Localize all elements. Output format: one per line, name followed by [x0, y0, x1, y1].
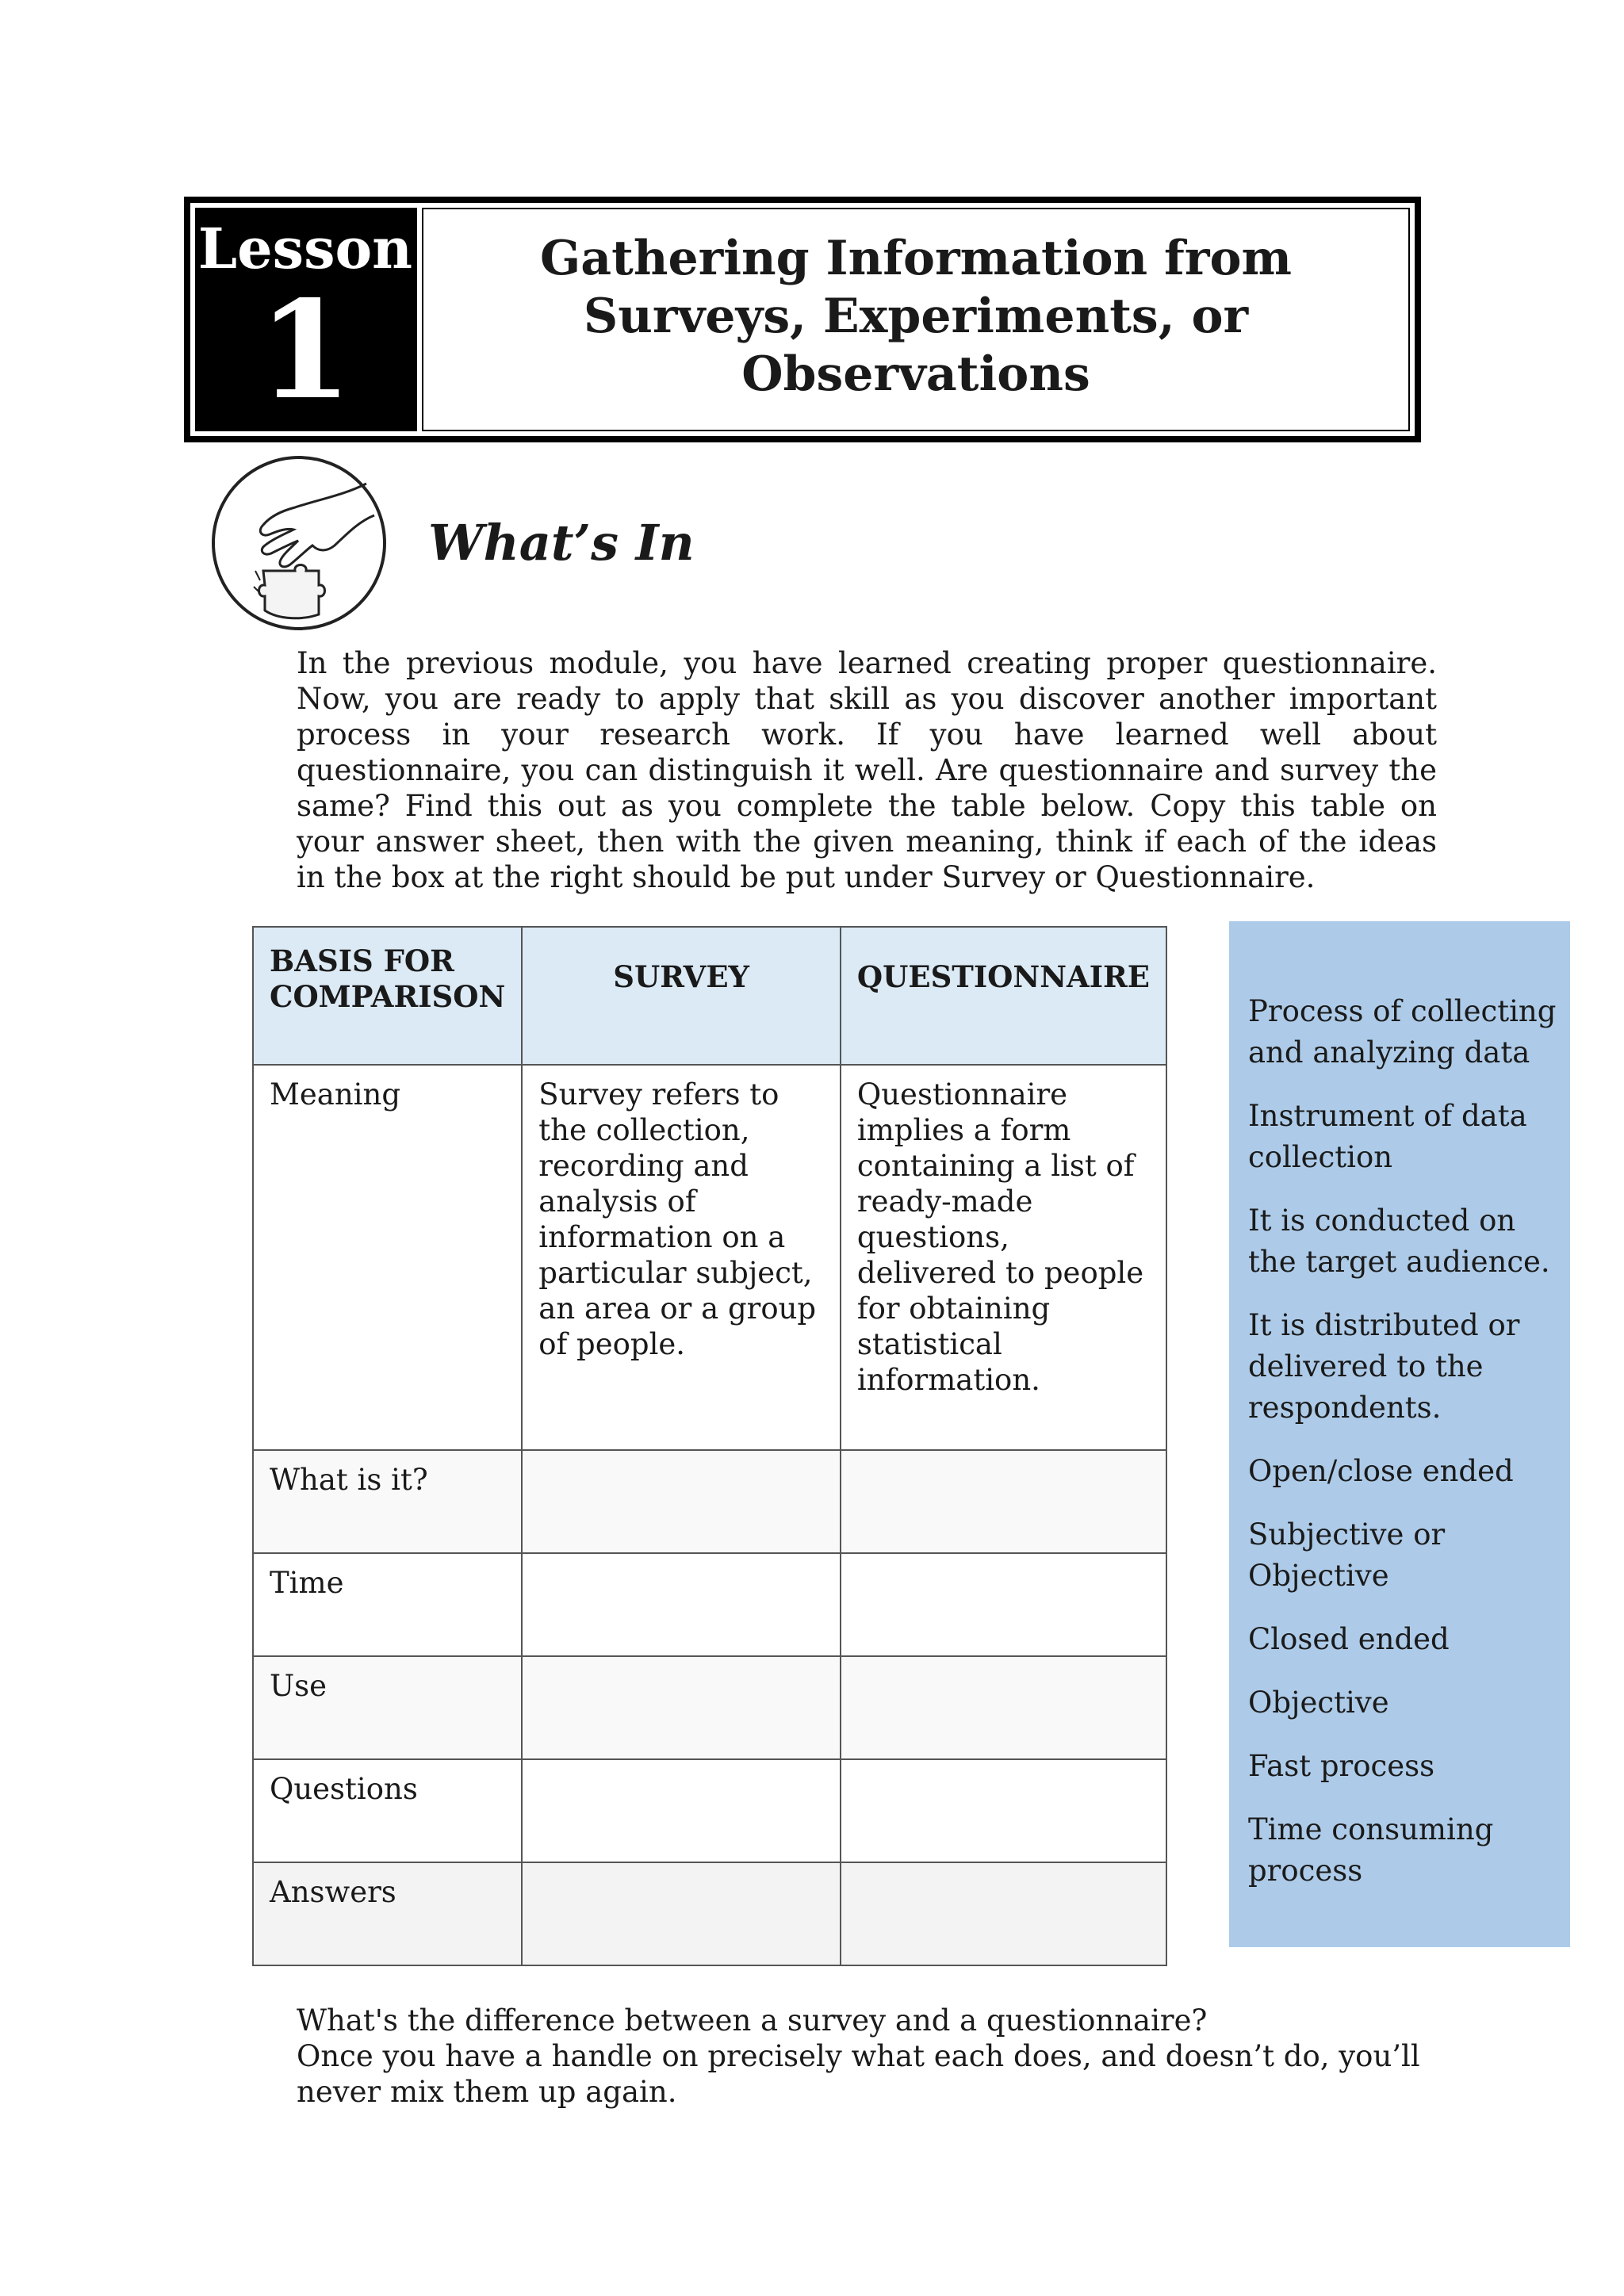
lesson-title: Gathering Information from Surveys, Experiments, or Observations	[540, 231, 1292, 402]
survey-cell[interactable]	[522, 1450, 841, 1553]
idea-item: It is conducted on the target audience.	[1248, 1203, 1550, 1279]
header-divider	[416, 208, 423, 431]
basis-cell: Use	[253, 1656, 522, 1759]
idea-item: It is distributed or delivered to the respondents.	[1248, 1308, 1520, 1425]
closing-line: Once you have a handle on precisely what each does, and doesn’t do, you’ll	[297, 2039, 1420, 2073]
table-row	[253, 1862, 1166, 1965]
hand-puzzle-icon	[208, 452, 390, 634]
basis-cell: Answers	[253, 1862, 522, 1965]
header-basis: BASIS FOR COMPARISON	[253, 927, 522, 1065]
table-row	[253, 1450, 1166, 1553]
section-heading: What’s In	[428, 514, 695, 572]
comparison-table	[252, 926, 1167, 1966]
table-header-row	[253, 927, 1166, 1065]
closing-paragraph	[297, 2003, 1437, 2110]
idea-item: Subjective or Objective	[1248, 1517, 1446, 1593]
lesson-badge	[195, 208, 416, 431]
questionnaire-cell[interactable]	[841, 1656, 1166, 1759]
survey-cell: Survey refers to the collection, recording and analysis of information on a particular subject, an area or a group of people.	[522, 1065, 841, 1450]
survey-cell[interactable]	[522, 1656, 841, 1759]
basis-cell: What is it?	[253, 1450, 522, 1553]
basis-cell: Questions	[253, 1759, 522, 1862]
questionnaire-cell[interactable]	[841, 1759, 1166, 1862]
idea-item: Objective	[1248, 1686, 1389, 1720]
idea-item: Instrument of data collection	[1248, 1099, 1527, 1174]
ideas-box	[1229, 921, 1570, 1947]
idea-item: Open/close ended	[1248, 1454, 1514, 1488]
table-row	[253, 1553, 1166, 1656]
lesson-word: Lesson	[197, 216, 413, 281]
survey-cell[interactable]	[522, 1759, 841, 1862]
questionnaire-cell: Questionnaire implies a form containing a list of ready-made questions, delivered to people for obtaining statistical information.	[841, 1065, 1166, 1450]
questionnaire-cell[interactable]	[841, 1553, 1166, 1656]
closing-line: What's the difference between a survey and a questionnaire?	[297, 2003, 1208, 2038]
basis-cell: Time	[253, 1553, 522, 1656]
closing-line: never mix them up again.	[297, 2075, 677, 2109]
lesson-number: 1	[258, 271, 353, 430]
table-row	[253, 1065, 1166, 1450]
header-survey: SURVEY	[522, 927, 841, 1065]
idea-item: Fast process	[1248, 1749, 1435, 1783]
header-questionnaire: QUESTIONNAIRE	[841, 927, 1166, 1065]
survey-cell[interactable]	[522, 1553, 841, 1656]
idea-item: Process of collecting and analyzing data	[1248, 994, 1557, 1070]
basis-cell: Meaning	[253, 1065, 522, 1450]
idea-item: Closed ended	[1248, 1622, 1450, 1656]
questionnaire-cell[interactable]	[841, 1450, 1166, 1553]
intro-paragraph: In the previous module, you have learned creating proper questionnaire. Now, you are ready to apply that skill as you discover another important process in your research work. If you have learned well about questionnaire, you can distinguish it well. Are questionnaire and survey the same? Find this out as you complete the table below. Copy this table on your answer sheet, then with the given meaning, think if each of the ideas in the box at the right should be put under Survey or Questionnaire.	[297, 646, 1437, 894]
table-row	[253, 1656, 1166, 1759]
questionnaire-cell[interactable]	[841, 1862, 1166, 1965]
table-row	[253, 1759, 1166, 1862]
survey-cell[interactable]	[522, 1862, 841, 1965]
idea-item: Time consuming process	[1248, 1812, 1494, 1888]
